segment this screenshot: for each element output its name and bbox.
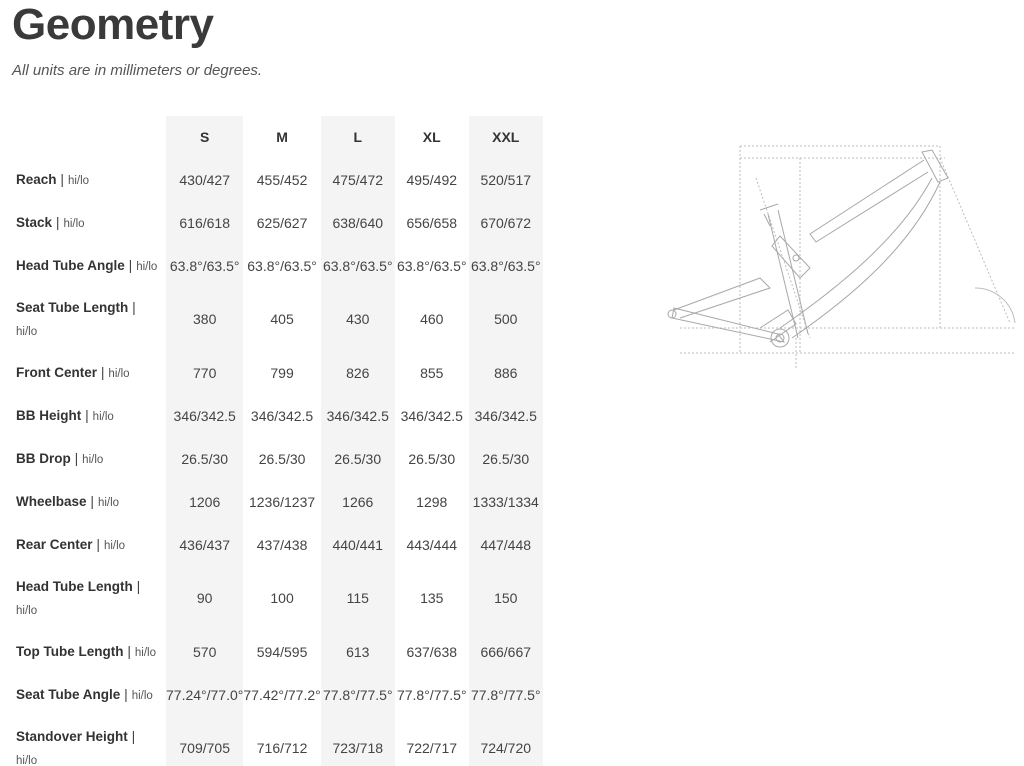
value-cell: 455/452	[256, 171, 308, 188]
measurement-name: Rear Center	[16, 536, 93, 552]
value-cell: 437/438	[256, 536, 308, 553]
size-header-row	[8, 116, 543, 158]
unit-note: hi/lo	[108, 367, 130, 380]
value-cell: 63.8°/63.5°	[469, 244, 543, 287]
value-cell: 26.5/30	[258, 450, 306, 467]
value-cell: 656/658	[406, 214, 458, 231]
value-cell: 430/427	[166, 158, 243, 201]
value-cell: 1333/1334	[469, 480, 543, 523]
row-label: Wheelbase | hi/lo	[16, 492, 120, 509]
table-row	[8, 716, 543, 766]
value-cell: 440/441	[321, 523, 395, 566]
table-row	[8, 201, 543, 244]
row-label: Front Center | hi/lo	[16, 363, 130, 380]
table-row	[8, 480, 543, 523]
value-cell: 447/448	[469, 523, 543, 566]
size-header-xl: XL	[422, 129, 441, 145]
value-cell: 594/595	[256, 643, 308, 660]
value-cell: 638/640	[321, 201, 395, 244]
row-label: Head Tube Angle | hi/lo	[16, 256, 158, 273]
unit-note: hi/lo	[63, 217, 85, 230]
table-row	[8, 673, 543, 716]
value-cell: 90	[166, 566, 243, 630]
units-note: All units are in millimeters or degrees.	[12, 62, 263, 79]
row-label: BB Drop | hi/lo	[16, 449, 104, 466]
unit-note: hi/lo	[97, 496, 120, 509]
value-cell: 115	[321, 566, 395, 630]
table-row	[8, 630, 543, 673]
table-row	[8, 566, 543, 630]
row-label: Rear Center | hi/lo	[16, 535, 126, 552]
value-cell: 670/672	[469, 201, 543, 244]
value-cell: 826	[321, 351, 395, 394]
measurement-name: Seat Tube Length	[16, 299, 129, 315]
value-cell: 346/342.5	[469, 394, 543, 437]
row-label: BB Height | hi/lo	[16, 406, 114, 423]
value-cell: 770	[166, 351, 243, 394]
unit-note: hi/lo	[82, 453, 104, 466]
table-row	[8, 244, 543, 287]
table-row	[8, 287, 543, 351]
row-label: Top Tube Length | hi/lo	[16, 642, 157, 659]
value-cell: 495/492	[406, 171, 458, 188]
size-header-xxl: XXL	[469, 116, 543, 158]
value-cell: 430	[321, 287, 395, 351]
size-header-m: M	[276, 129, 288, 145]
value-cell: 1206	[166, 480, 243, 523]
measurement-name: Reach	[16, 171, 57, 187]
value-cell: 443/444	[406, 536, 458, 553]
value-cell: 886	[469, 351, 543, 394]
value-cell: 500	[469, 287, 543, 351]
measurement-name: Stack	[16, 214, 53, 230]
value-cell: 570	[166, 630, 243, 673]
value-cell: 1266	[321, 480, 395, 523]
value-cell: 346/342.5	[321, 394, 395, 437]
value-cell: 26.5/30	[408, 450, 456, 467]
value-cell: 346/342.5	[166, 394, 243, 437]
measurement-name: BB Drop	[16, 450, 71, 466]
row-label: Seat Tube Angle | hi/lo	[16, 685, 153, 702]
value-cell: 799	[270, 364, 294, 381]
value-cell: 625/627	[256, 214, 308, 231]
measurement-name: Seat Tube Angle	[16, 686, 121, 702]
measurement-name: Front Center	[16, 364, 97, 380]
geometry-table	[8, 116, 543, 766]
table-row	[8, 523, 543, 566]
table-row	[8, 158, 543, 201]
unit-note: hi/lo	[134, 646, 157, 659]
unit-note: hi/lo	[67, 174, 90, 187]
table-row	[8, 351, 543, 394]
value-cell: 722/717	[406, 740, 458, 756]
value-cell: 150	[469, 566, 543, 630]
measurement-name: Head Tube Angle	[16, 257, 125, 273]
value-cell: 616/618	[166, 201, 243, 244]
value-cell: 77.8°/77.5°	[396, 686, 467, 703]
measurement-name: Wheelbase	[16, 493, 87, 509]
value-cell: 460	[420, 311, 444, 327]
dimension-lines	[680, 146, 1015, 370]
row-label: Seat Tube Length | hi/lo	[16, 298, 136, 338]
value-cell: 26.5/30	[321, 437, 395, 480]
row-label: Reach | hi/lo	[16, 170, 90, 187]
value-cell: 716/712	[256, 740, 308, 756]
row-label: Standover Height | hi/lo	[16, 727, 136, 766]
row-label: Stack | hi/lo	[16, 213, 85, 230]
value-cell: 405	[270, 311, 294, 327]
table-row	[8, 394, 543, 437]
page-title: Geometry	[12, 0, 214, 49]
size-header-s: S	[166, 116, 243, 158]
value-cell: 77.24°/77.0°	[166, 673, 243, 716]
value-cell: 77.8°/77.5°	[321, 673, 395, 716]
size-header-l: L	[321, 116, 395, 158]
value-cell: 709/705	[166, 716, 243, 766]
row-label: Head Tube Length | hi/lo	[16, 577, 141, 617]
value-cell: 63.8°/63.5°	[321, 244, 395, 287]
value-cell: 63.8°/63.5°	[247, 257, 317, 274]
unit-note: hi/lo	[103, 539, 126, 552]
unit-note: hi/lo	[16, 754, 38, 766]
value-cell: 637/638	[406, 643, 458, 660]
unit-note: hi/lo	[131, 689, 153, 702]
value-cell: 135	[420, 590, 444, 606]
frame-outline	[668, 150, 948, 347]
value-cell: 723/718	[321, 716, 395, 766]
value-cell: 346/342.5	[400, 407, 463, 424]
value-cell: 26.5/30	[166, 437, 243, 480]
table-row	[8, 437, 543, 480]
value-cell: 475/472	[321, 158, 395, 201]
angle-arc	[975, 288, 1015, 323]
value-cell: 520/517	[469, 158, 543, 201]
measurement-name: Standover Height	[16, 728, 128, 744]
value-cell: 100	[270, 590, 294, 606]
value-cell: 1298	[416, 493, 448, 510]
value-cell: 63.8°/63.5°	[166, 244, 243, 287]
measurement-name: Top Tube Length	[16, 643, 124, 659]
value-cell: 346/342.5	[250, 407, 314, 424]
measurement-name: BB Height	[16, 407, 82, 423]
measurement-name: Head Tube Length	[16, 578, 133, 594]
unit-note: hi/lo	[136, 260, 158, 273]
corner-cell	[8, 116, 166, 158]
value-cell: 77.42°/77.2°	[243, 686, 321, 703]
unit-note: hi/lo	[92, 410, 114, 423]
value-cell: 724/720	[469, 716, 543, 766]
value-cell: 77.8°/77.5°	[469, 673, 543, 716]
value-cell: 26.5/30	[469, 437, 543, 480]
unit-note: hi/lo	[16, 325, 38, 338]
value-cell: 613	[321, 630, 395, 673]
value-cell: 63.8°/63.5°	[396, 257, 467, 274]
bike-frame-geometry-icon	[660, 138, 1020, 370]
unit-note: hi/lo	[16, 604, 38, 617]
value-cell: 1236/1237	[248, 493, 316, 510]
value-cell: 380	[166, 287, 243, 351]
value-cell: 666/667	[469, 630, 543, 673]
value-cell: 436/437	[166, 523, 243, 566]
value-cell: 855	[420, 364, 444, 381]
